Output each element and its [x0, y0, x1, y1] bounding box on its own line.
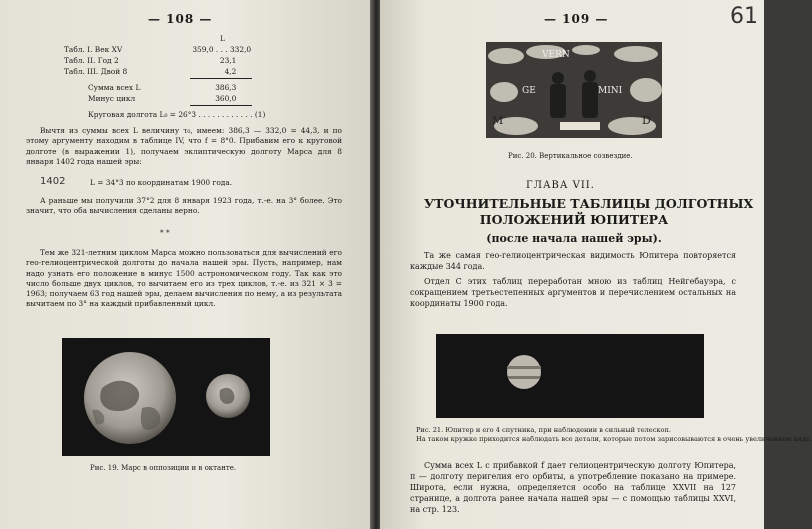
mars-illustration — [62, 338, 270, 456]
sum-row — [88, 83, 236, 92]
engraving-label: GE — [522, 86, 536, 96]
table-row-label: Табл. I. Век XV — [64, 45, 123, 54]
table-row-value: 359,0 . . . 332,0 — [192, 45, 252, 54]
engraving-label: D — [642, 114, 651, 127]
figure-caption: Рис. 20. Вертикальное созвездие. — [508, 152, 633, 160]
mars-photo — [62, 338, 270, 456]
table-header: L — [220, 34, 225, 43]
paragraph: А раньше мы получили 37°2 для 8 января 1923 года, т.-е. на 3° более. Это значит, что оба вычисления сделаны верно. — [26, 196, 342, 216]
table-row-value: 23,1 — [219, 56, 237, 65]
figure-caption: Рис. 21. Юпитер и его 4 спутника, при наблюдении в сильный телескоп. — [416, 426, 671, 434]
table-row-value: 4,2 — [224, 67, 237, 76]
minus-value: 360,0 — [215, 94, 237, 103]
handwritten-note: 1402 — [40, 176, 66, 187]
engraving-label: MINI — [598, 86, 623, 96]
margin-note: 61 — [730, 4, 758, 29]
figure-caption: На таком кружке приходится наблюдать все детали, которые потом зарисовываются в очень увеличенном виде. — [416, 435, 812, 443]
paragraph: Вычтя из суммы всех L величину τ₀, имеем: 386,3 — 332,0 = 44,3, и по этому аргументу находим в таблице IV, что f = 8°0. Прибавим его к круговой долготе (в выражении 1), получаем эклиптическую долготу Марса для 8 января 1402 года нашей эры: — [26, 126, 342, 166]
chapter-number: ГЛАВА VII. — [526, 180, 595, 191]
table-row — [64, 56, 236, 65]
table-row-label: Табл. II. Год 2 — [64, 56, 119, 65]
divider — [190, 105, 252, 106]
minus-label: Минус цикл — [88, 94, 136, 103]
table-row — [64, 45, 251, 54]
gemini-engraving — [486, 42, 662, 138]
jupiter-photo — [436, 334, 704, 418]
right-page — [380, 0, 812, 529]
section-separator: * * — [160, 228, 170, 237]
minus-row — [88, 94, 236, 103]
page-number: — 108 — — [148, 12, 213, 26]
chapter-title: УТОЧНИТЕЛЬНЫЕ ТАБЛИЦЫ ДОЛГОТНЫХ — [424, 196, 754, 211]
divider — [190, 78, 252, 79]
jupiter-illustration — [436, 334, 704, 418]
engraving-label: M — [492, 114, 504, 127]
table-row — [64, 67, 236, 76]
jupiter-disc — [507, 355, 541, 389]
chapter-title: ПОЛОЖЕНИЙ ЮПИТЕРА — [479, 212, 669, 227]
paragraph: Сумма всех L с прибавкой f дает гелиоцентрическую долготу Юпитера, π — долготу перигелия его орбиты, а употребление показано на примере. Широта, если нужна, определяется особо на таблице XXVII на 127 странице, а долгота ранее начала нашей эры — с помощью таблицы XXVI, на стр. 123. — [410, 461, 736, 514]
sum-value: 386,3 — [215, 83, 237, 92]
page-number: — 109 — — [544, 12, 609, 26]
chapter-subtitle: (после начала нашей эры). — [486, 232, 662, 245]
engraving-label: VERN — [542, 50, 570, 60]
left-page — [0, 0, 372, 529]
sum-label: Сумма всех L — [88, 83, 141, 92]
paragraph: Та же самая гео-гелиоцентрическая видимость Юпитера повторяется каждые 344 года. — [410, 251, 736, 271]
result-row: Круговая долгота L₀ = 26°3 . . . . . . . . . . . . (1) — [88, 110, 266, 119]
figure-caption: Рис. 19. Марс в оппозиции и в октанте. — [90, 464, 237, 472]
table-row-label: Табл. III. Двой 8 — [64, 67, 128, 76]
formula: L = 34°3 по координатам 1900 года. — [90, 178, 233, 187]
engraving-illustration — [486, 42, 662, 138]
paragraph: Отдел С этих таблиц переработан мною из таблиц Нейгебауэра, с сокращением третьестепенных аргументов и перечислением остальных на координаты 1900 года. — [410, 277, 736, 308]
paragraph: Тем же 321-летним циклом Марса можно пользоваться для вычислений его гео-гелиоцентрической долготы до начала нашей эры. Пусть, например, нам надо узнать его положение в минус 1500 астрономическом году. Так как это число больше двух циклов, то вычитаем его из трех циклов, т.-е. из 321 × 3 = 1963; получаем 63 год нашей эры, делаем вычисления по нему, а из результата вычитаем по 3° на каждый прибавленный цикл. — [26, 248, 342, 309]
